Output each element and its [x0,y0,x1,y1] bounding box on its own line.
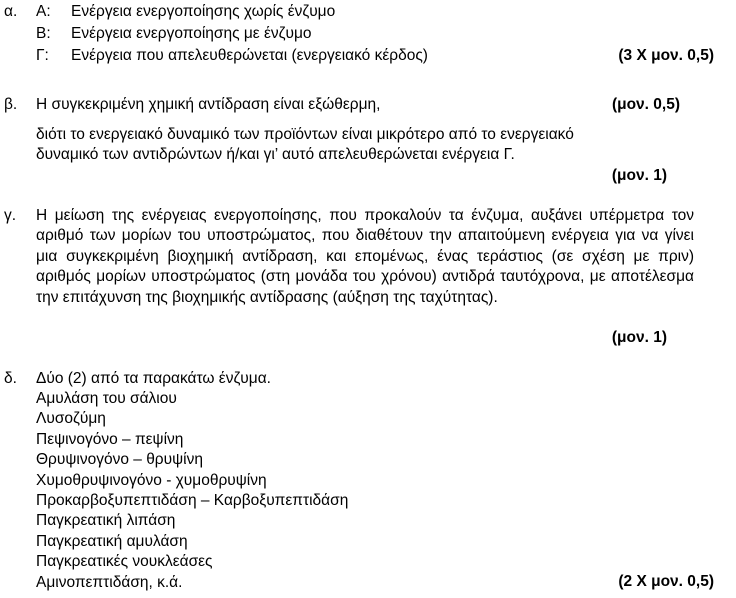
enzyme-list-item: Παγκρεατικές νουκλεάσες [36,553,213,571]
section-b-statement-score: (μον. 0,5) [611,96,680,113]
enzyme-list-item: Θρυψινογόνο – θρυψίνη [36,451,203,469]
enzyme-list [36,389,348,593]
section-c-paragraph: Η μείωση της ενέργειας ενεργοποίησης, που προκαλούν τα ένζυμα, αυξάνει υπέρμετρα τον αριθμό των μορίων του υποστρώματος, που διαθέτουν την απαιτούμενη ενέργεια για να γίνει μια συγκεκριμένη βιοχημική αντίδραση, και επομένως, ένας τεράστιος (σε σχέση με πριν) αριθμός μορίων υποστρώματος (στη μονάδα του χρόνου) αντιδρά ταυτόχρονα, με αποτέλεσμα την επιτάχυνση της βιοχημικής αντίδρασης (αύξηση της ταχύτητας). [36,207,694,306]
enzyme-list-item: Παγκρεατική λιπάση [36,512,176,530]
section-d-label: δ. [4,370,17,387]
enzyme-list-item: Παγκρεατική αμυλάση [36,532,188,550]
section-b-label: β. [4,96,18,113]
section-a-item-letter: Α: [36,3,51,20]
section-c-label: γ. [4,207,17,224]
section-c-score: (μον. 1) [611,329,667,346]
enzyme-list-item: Λυσοζύμη [36,410,106,428]
enzyme-list-item: Πεψινογόνο – πεψίνη [36,430,184,448]
section-a-item-text: Ενέργεια που απελευθερώνεται (ενεργειακό κέρδος) [71,47,428,64]
section-b-statement: Η συγκεκριμένη χημική αντίδραση είναι εξώθερμη, [36,96,381,113]
enzyme-list-item: Χυμοθρυψινογόνο - χυμοθρυψίνη [36,471,267,489]
section-a-item-text: Ενέργεια ενεργοποίησης με ένζυμο [71,25,312,42]
section-a-item-letter: Β: [36,25,51,42]
section-a-score: (3 Χ μον. 0,5) [618,47,714,64]
section-b-explanation-line: δυναμικό των αντιδρώντων ή/και γι’ αυτό απελευθερώνεται ενέργεια Γ. [36,146,515,163]
section-d-score: (2 Χ μον. 0,5) [618,573,714,590]
section-b-explanation-line: διότι το ενεργειακό δυναμικό των προϊόντων είναι μικρότερο από το ενεργειακό [36,126,574,143]
section-a-item-letter: Γ: [36,47,49,64]
enzyme-list-item: Προκαρβοξυπεπτιδάση – Καρβοξυπεπτιδάση [36,492,349,510]
section-a-item-text: Ενέργεια ενεργοποίησης χωρίς ένζυμο [71,3,336,20]
enzyme-list-item: Αμυλάση του σάλιου [36,390,177,407]
section-a-label: α. [4,3,18,20]
enzyme-list-item: Αμινοπεπτιδάση, κ.ά. [36,573,183,591]
section-b-explanation-score: (μον. 1) [611,167,667,184]
section-d-intro: Δύο (2) από τα παρακάτω ένζυμα. [36,370,271,387]
